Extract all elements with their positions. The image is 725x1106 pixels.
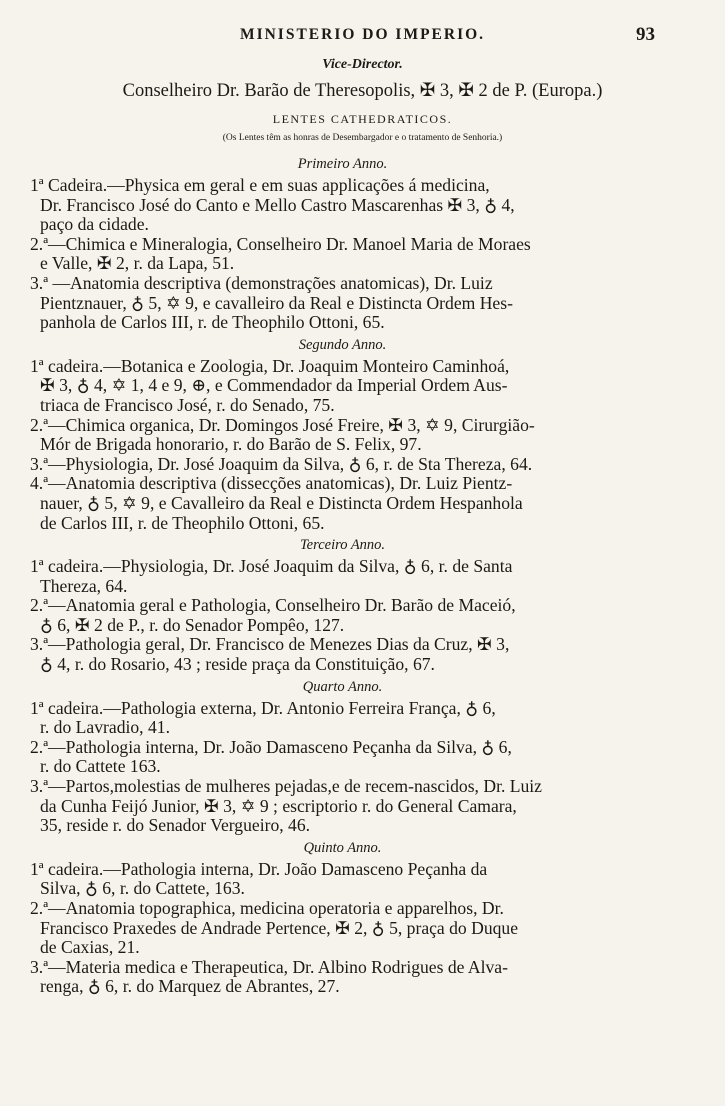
entry-line: e Valle, ✠ 2, r. da Lapa, 51. <box>40 253 235 274</box>
entry-line: ♁ 6, ✠ 2 de P., r. do Senador Pompêo, 127. <box>40 614 345 635</box>
page-header <box>0 22 725 52</box>
section-heading: Quarto Anno. <box>302 678 383 695</box>
entry-line: triaca de Francisco José, r. do Senado, 75. <box>40 394 335 415</box>
entry-line: 2.ª—Pathologia interna, Dr. João Damasceno Peçanha da Silva, ♁ 6, <box>30 736 512 757</box>
chair-entry <box>30 455 655 475</box>
entry-line: de Caxias, 21. <box>40 937 140 958</box>
entry-line: 2.ª—Chimica e Mineralogia, Conselheiro Dr. Manoel Maria de Moraes <box>30 233 531 254</box>
entry-line: nauer, ♁ 5, ✡ 9, e Cavalleiro da Real e Distincta Ordem Hespanhola <box>40 492 523 513</box>
entry-line: 1ª cadeira.—Physiologia, Dr. José Joaquim da Silva, ♁ 6, r. de Santa <box>30 556 513 577</box>
entry-line: Pientznauer, ♁ 5, ✡ 9, e cavalleiro da Real e Distincta Ordem Hes- <box>40 292 513 313</box>
chair-entry <box>30 777 655 836</box>
entry-line: ♁ 4, r. do Rosario, 43 ; reside praça da Constituição, 67. <box>40 654 435 675</box>
section-heading: Primeiro Anno. <box>297 156 388 172</box>
chair-entry <box>30 274 655 333</box>
entry-line: ✠ 3, ♁ 4, ✡ 1, 4 e 9, ⊕, e Commendador da Imperial Ordem Aus- <box>40 375 508 396</box>
running-title: MINISTERIO DO IMPERIO. <box>239 26 486 43</box>
chair-entry <box>30 176 655 235</box>
entry-line: 2.ª—Anatomia topographica, medicina operatoria e apparelhos, Dr. <box>30 898 504 918</box>
honours-note: (Os Lentes têm as honras de Desembargador e o tratamento de Senhoria.) <box>222 133 503 143</box>
entry-line: Francisco Praxedes de Andrade Pertence, ✠ 2, ♁ 5, praça do Duque <box>40 917 519 938</box>
section-heading: Segundo Anno. <box>298 336 387 353</box>
entry-line: 2.ª—Anatomia geral e Pathologia, Conselheiro Dr. Barão de Maceió, <box>30 595 516 616</box>
entry-line: Silva, ♁ 6, r. do Cattete, 163. <box>40 878 245 899</box>
chair-entry <box>30 899 655 958</box>
chair-entry <box>30 416 655 455</box>
entry-line: 35, reside r. do Senador Vergueiro, 46. <box>40 815 311 836</box>
chair-entry <box>30 958 655 997</box>
entry-line: 2.ª—Chimica organica, Dr. Domingos José Freire, ✠ 3, ✡ 9, Cirurgião- <box>30 414 535 435</box>
chair-entry <box>30 738 655 777</box>
entry-line: r. do Lavradio, 41. <box>40 717 170 738</box>
section-heading: Terceiro Anno. <box>299 537 386 554</box>
chair-entry <box>30 699 655 738</box>
entry-line: 3.ª—Pathologia geral, Dr. Francisco de Menezes Dias da Cruz, ✠ 3, <box>30 634 510 655</box>
chair-entry <box>30 596 655 635</box>
entry-line: 1ª cadeira.—Botanica e Zoologia, Dr. Joaquim Monteiro Caminhoá, <box>30 355 510 376</box>
entry-line: 1ª cadeira.—Pathologia interna, Dr. João Damasceno Peçanha da <box>30 858 488 879</box>
entry-line: paço da cidade. <box>40 214 149 235</box>
entry-line: r. do Cattete 163. <box>40 756 161 777</box>
entry-line: Dr. Francisco José do Canto e Mello Castro Mascarenhas ✠ 3, ♁ 4, <box>40 194 515 215</box>
section-heading: Quinto Anno. <box>303 839 382 856</box>
chair-entry <box>30 860 655 899</box>
entry-line: de Carlos III, r. de Theophilo Ottoni, 65. <box>40 512 325 533</box>
chair-entry <box>30 474 655 533</box>
entry-line: 3.ª —Anatomia descriptiva (demonstrações anatomicas), Dr. Luiz <box>30 272 493 293</box>
entry-line: Mór de Brigada honorario, r. do Barão de S. Felix, 97. <box>40 434 422 455</box>
chair-entry <box>30 557 655 596</box>
entry-line: 4.ª—Anatomia descriptiva (dissecções anatomicas), Dr. Luiz Pientz- <box>30 473 513 494</box>
vice-director-title: Vice-Director. <box>322 57 403 72</box>
chair-entry <box>30 235 655 274</box>
page-number: 93 <box>636 24 655 45</box>
entry-line: da Cunha Feijó Junior, ✠ 3, ✡ 9 ; escriptorio r. do General Camara, <box>40 795 517 816</box>
entry-line: 1ª Cadeira.—Physica em geral e em suas applicações á medicina, <box>30 175 490 195</box>
entry-line: Thereza, 64. <box>40 575 128 596</box>
chair-entry <box>30 357 655 416</box>
lentes-heading: LENTES CATHEDRATICOS. <box>272 112 453 126</box>
entry-line: 3.ª—Materia medica e Therapeutica, Dr. Albino Rodrigues de Alva- <box>30 956 508 977</box>
entry-line: renga, ♁ 6, r. do Marquez de Abrantes, 27. <box>40 976 340 997</box>
chair-entry <box>30 635 655 674</box>
entry-line: 3.ª—Partos,molestias de mulheres pejadas,e de recem-nascidos, Dr. Luiz <box>30 776 542 797</box>
entry-line: panhola de Carlos III, r. de Theophilo Ottoni, 65. <box>40 312 385 333</box>
entry-line: 3.ª—Physiologia, Dr. José Joaquim da Silva, ♁ 6, r. de Sta Thereza, 64. <box>30 453 533 474</box>
faculty-list <box>30 152 655 997</box>
vice-director-text: Conselheiro Dr. Barão de Theresopolis, ✠ 3, ✠ 2 de P. (Europa.) <box>122 81 603 101</box>
entry-line: 1ª cadeira.—Pathologia externa, Dr. Antonio Ferreira França, ♁ 6, <box>30 697 496 718</box>
